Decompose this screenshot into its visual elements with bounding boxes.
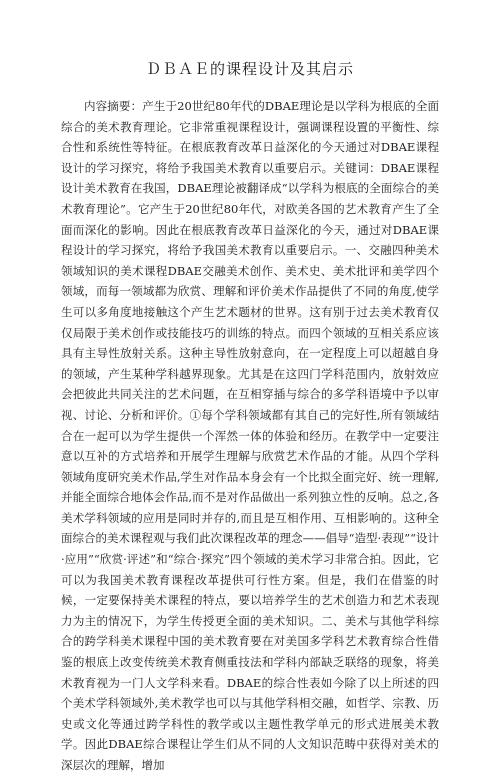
document-body: 内容摘要：产生于20世纪80年代的DBAE理论是以学科为根底的全面综合的美术教育理论。它非常重视课程设计，强调课程设置的平衡性、综合性和系统性等特征。在根底教育改革日益深化的今天通过对DBAE课程设计的学习探究，将给予我国美术教育以重要启示。关键词：DBAE课程设计美术教育在我国，DBAE理论被翻译成“以学科为根底的全面综合的美术教育理论”。它产生于20世纪80年代，对欧美各国的艺术教育产生了全面而深化的影响。因此在根底教育改革日益深化的今天，通过对DBAE课程设计的学习探究，将给予我国美术教育以重要启示。一、交融四种美术领域知识的美术课程DBAE交融美术创作、美术史、美术批评和美学四个领域，而每一领域都为欣赏、理解和评价美术作品提供了不同的角度,使学生可以多角度地接触这个产生艺术题材的世界。这有别于过去美术教育仅仅局限于美术创作或技能技巧的训练的特点。而四个领域的互相关系应该具有主导性放射关系。这种主导性放射意向，在一定程度上可以超越自身的领域，产生某种学科越界现象。尤其是在这四门学科范围内，放射效应会把彼此共同关注的艺术问题，在互相穿插与综合的多学科语境中予以审视、讨论、分析和评价。①每个学科领域都有其自己的完好性,所有领域结合在一起可以为学生提供一个浑然一体的体验和经历。在教学中一定要注意以互补的方式培养和开展学生理解与欣赏艺术作品的才能。从四个学科领域角度研究美术作品,学生对作品本身会有一个比拟全面完好、统一理解,并能全面综合地体会作品,而不是对作品做出一系列独立性的反响。总之,各美术学科领域的应用是同时并存的,而且是互相作用、互相影响的。这种全面综合的美术课程观与我们此次课程改革的理念——倡导“造型·表现”“设计·应用”“欣赏·评述”和“综合·探究”四个领域的美术学习非常合拍。因此，它可以为我国美术教育课程改革提供可行性方案。但是，我们在借鉴的时候，一定要保持美术课程的特点，要以培养学生的艺术创造力和艺术表现力为主的情况下，为学生传授更全面的美术知识。二、美术与其他学科综合的跨学科美术课程中国的美术教育要在对美国多学科艺术教育综合性借鉴的根底上改变传统美术教育侧重技法和学科内部缺乏联络的现象，将美术教育视为一门人文学科来看。DBAE的综合性表如今除了以上所述的四个美术学科领域外,美术教学也可以与其他学科相交融，如哲学、宗教、历史或文化等通过跨学科性的教学或以主题性教学单元的形式进展美术教学。因此DBAE综合课程让学生们从不同的人文知识范畴中获得对美术的深层次的理解，增加 [61,99,439,772]
document-title: ＤＢＡＥ的课程设计及其启示 [145,60,354,78]
